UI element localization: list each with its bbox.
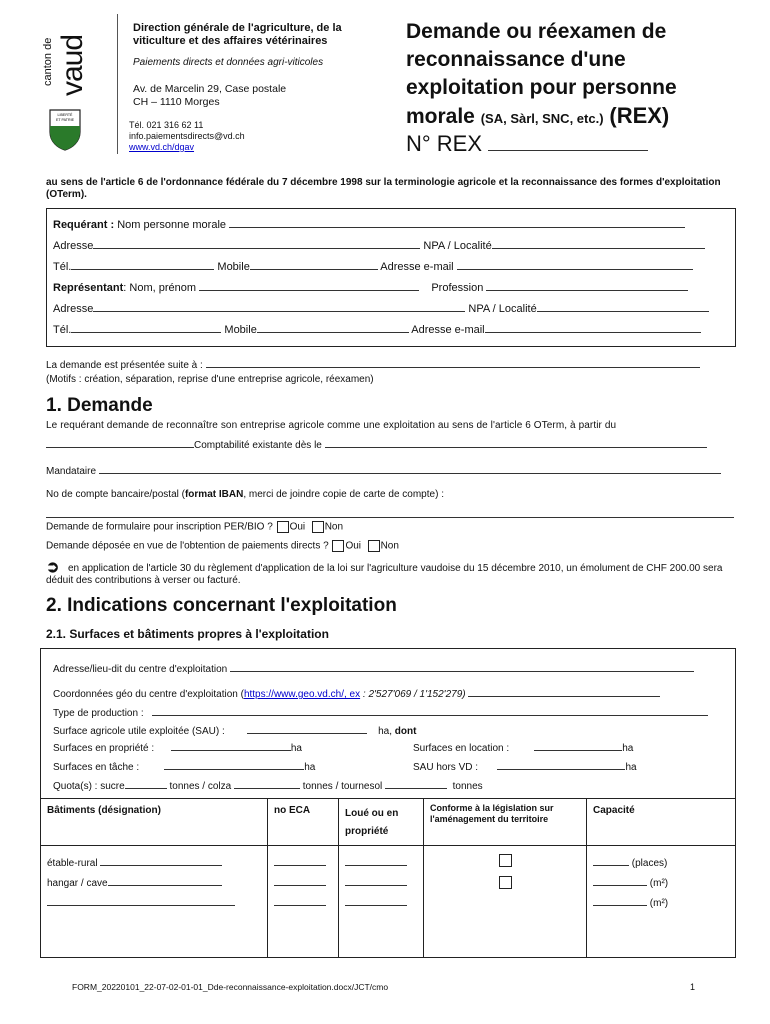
requerant-mobile-input[interactable] (250, 260, 378, 270)
logo-vaud-text: vaud (56, 34, 89, 96)
coord-input[interactable] (468, 687, 660, 697)
sau-hors-vd-input[interactable] (497, 760, 625, 770)
eca-input-2[interactable] (274, 876, 326, 886)
buildings-cell (41, 846, 268, 958)
perbio-non-checkbox[interactable] (312, 521, 324, 533)
loue-input-1[interactable] (345, 856, 407, 866)
footer-filename: FORM_20220101_22-07-02-01-01_Dde-reconnaissance-exploitation.docx/JCT/cmo (72, 982, 389, 992)
contact-info (129, 120, 245, 153)
conforme-checkbox-2[interactable] (499, 876, 512, 889)
etable-input[interactable] (100, 856, 222, 866)
centre-row: Adresse/lieu-dit du centre d'exploitation (53, 662, 694, 675)
rex-number-line[interactable] (488, 132, 648, 151)
table-row: hangar / cave (47, 874, 261, 894)
form-title (406, 18, 746, 133)
rex-number-field[interactable]: N° REX (406, 131, 648, 157)
title-line-1: Demande ou réexamen de (406, 20, 667, 43)
pd-non-checkbox[interactable] (368, 540, 380, 552)
title-line-2: reconnaissance d'une (406, 48, 626, 71)
address-line-2: CH – 1110 Morges (133, 96, 220, 108)
canton-vaud-logo (40, 14, 92, 154)
shield-motto: LIBERTÉ (57, 113, 73, 117)
geo-link[interactable]: https://www.geo.vd.ch/, ex (243, 689, 361, 700)
applicant-box (46, 208, 736, 347)
page-number: 1 (690, 982, 696, 992)
loue-input-3[interactable] (345, 896, 407, 906)
mandataire-row: Mandataire (46, 464, 721, 477)
quota-colza-input[interactable] (234, 779, 300, 789)
svg-text:ET PATRIE: ET PATRIE (56, 118, 74, 122)
header-divider (117, 14, 118, 154)
reason-row: La demande est présentée suite à : (46, 358, 700, 371)
header-capacite: Capacité (587, 799, 736, 846)
requerant-npa-input[interactable] (492, 239, 705, 249)
sau-row: Surface agricole utile exploitée (SAU) : ha, dont (53, 726, 417, 737)
quota-tournesol-input[interactable] (385, 779, 447, 789)
table-body-row (41, 846, 736, 958)
table-row (47, 894, 261, 914)
sau-hors-vd-row: SAU hors VD : ha (413, 762, 637, 773)
requerant-phone-row: Tél. Mobile Adresse e-mail (53, 260, 693, 273)
header-conforme: Conforme à la législation sur l'aménagement du territoire (424, 799, 587, 846)
propriete-input[interactable] (171, 741, 291, 751)
tache-input[interactable] (164, 760, 304, 770)
tache-row: Surfaces en tâche : ha (53, 762, 316, 773)
perbio-oui-checkbox[interactable] (277, 521, 289, 533)
company-name-input[interactable] (229, 218, 685, 228)
representant-email-input[interactable] (485, 323, 701, 333)
eca-input-3[interactable] (274, 896, 326, 906)
section-1-text: Le requérant demande de reconnaître son entreprise agricole comme une exploitation au sens de l'article 6 OTerm, à partir du (46, 420, 617, 431)
representant-name-input[interactable] (199, 281, 419, 291)
postal-address (133, 83, 286, 109)
buildings-table (40, 798, 736, 958)
representant-tel-input[interactable] (71, 323, 221, 333)
contact-email: info.paiementsdirects@vd.ch (129, 131, 245, 141)
location-row: Surfaces en location : ha (413, 743, 634, 754)
quota-row: Quota(s) : sucre tonnes / colza tonnes / tournesol tonnes (53, 781, 483, 792)
conforme-checkbox-1[interactable] (499, 854, 512, 867)
centre-input[interactable] (230, 662, 694, 672)
iban-input[interactable] (46, 517, 734, 518)
representant-phone-row: Tél. Mobile Adresse e-mail (53, 323, 701, 336)
representant-profession-input[interactable] (486, 281, 688, 291)
requerant-row: Requérant : Nom personne morale (53, 218, 685, 231)
address-line-1: Av. de Marcelin 29, Case postale (133, 83, 287, 95)
intro-text: au sens de l'article 6 de l'ordonnance fédérale du 7 décembre 1998 sur la terminologie agricole et la reconnaissance des formes d'exploitation (OTerm). (46, 177, 721, 200)
iban-label: No de compte bancaire/postal (format IBAN, merci de joindre copie de carte de compte) : (46, 489, 444, 500)
comptabilite-date-input[interactable] (325, 438, 707, 448)
conforme-cell (424, 846, 587, 958)
title-line-3: exploitation pour personne (406, 76, 677, 99)
start-date-input[interactable] (46, 438, 194, 448)
service-name: Paiements directs et données agri-viticoles (133, 57, 324, 68)
table-header-row (41, 799, 736, 846)
arrow-icon: ➲ (46, 559, 60, 576)
type-prod-input[interactable] (152, 706, 708, 716)
requerant-tel-input[interactable] (71, 260, 214, 270)
requerant-address-input[interactable] (93, 239, 420, 249)
requerant-address-row: Adresse NPA / Localité (53, 239, 705, 252)
location-input[interactable] (534, 741, 622, 751)
hangar-input[interactable] (108, 876, 222, 886)
capacite-places-input[interactable] (593, 856, 629, 866)
header-eca: no ECA (268, 799, 339, 846)
section-2-1-title: 2.1. Surfaces et bâtiments propres à l'exploitation (46, 627, 329, 641)
section-1-title: 1. Demande (46, 395, 153, 416)
type-prod-row: Type de production : (53, 706, 708, 719)
reason-note: (Motifs : création, séparation, reprise d'une entreprise agricole, réexamen) (46, 374, 374, 385)
eca-input-1[interactable] (274, 856, 326, 866)
exploitation-box (40, 648, 736, 799)
perbio-row: Demande de formulaire pour inscription PER/BIO ? Oui Non (46, 521, 344, 533)
eca-cell (268, 846, 339, 958)
capacite-m2-input-1[interactable] (593, 876, 647, 886)
loue-cell (339, 846, 424, 958)
coord-row: Coordonnées géo du centre d'exploitation (https://www.geo.vd.ch/, ex : 2'527'069 / 1'152'279) (53, 687, 660, 700)
table-row: étable-rural (47, 854, 261, 874)
shield-icon (48, 108, 82, 152)
sau-input[interactable] (247, 724, 367, 734)
reason-input[interactable] (206, 358, 700, 368)
pd-oui-checkbox[interactable] (332, 540, 344, 552)
mandataire-input[interactable] (99, 464, 721, 474)
capacite-cell: (places) (m²) (m²) (587, 846, 736, 958)
representant-address-row: Adresse NPA / Localité (53, 302, 709, 315)
header-loue: Loué ou en propriété (339, 799, 424, 846)
phone-number: Tél. 021 316 62 11 (129, 120, 204, 130)
logo-canton-text: canton de (42, 37, 54, 86)
requerant-email-input[interactable] (457, 260, 693, 270)
capacite-m2-input-2[interactable] (593, 896, 647, 906)
representant-row: Représentant: Nom, prénom Profession (53, 281, 688, 294)
header-batiments: Bâtiments (désignation) (41, 799, 268, 846)
loue-input-2[interactable] (345, 876, 407, 886)
section-2-title: 2. Indications concernant l'exploitation (46, 595, 397, 616)
representant-npa-input[interactable] (537, 302, 709, 312)
direction-name: Direction générale de l'agriculture, de la viticulture et des affaires vétérinaires (133, 22, 342, 47)
propriete-row: Surfaces en propriété : ha (53, 743, 302, 754)
pd-row: Demande déposée en vue de l'obtention de paiements directs ? Oui Non (46, 540, 399, 552)
website-link[interactable]: www.vd.ch/dgav (129, 142, 195, 152)
comptabilite-row: Comptabilité existante dès le (46, 438, 707, 451)
fee-notice: en application de l'article 30 du règlement d'application de la loi sur l'agriculture vaudoise du 15 décembre 2010, un émolument de CHF 200.00 sera déduit des contributions à verser ou facturé. (46, 563, 723, 586)
quota-sucre-input[interactable] (125, 779, 167, 789)
title-line-4: morale (SA, Sàrl, SNC, etc.) (REX) (406, 103, 670, 128)
representant-address-input[interactable] (93, 302, 465, 312)
other-building-input[interactable] (47, 896, 235, 906)
representant-mobile-input[interactable] (257, 323, 409, 333)
